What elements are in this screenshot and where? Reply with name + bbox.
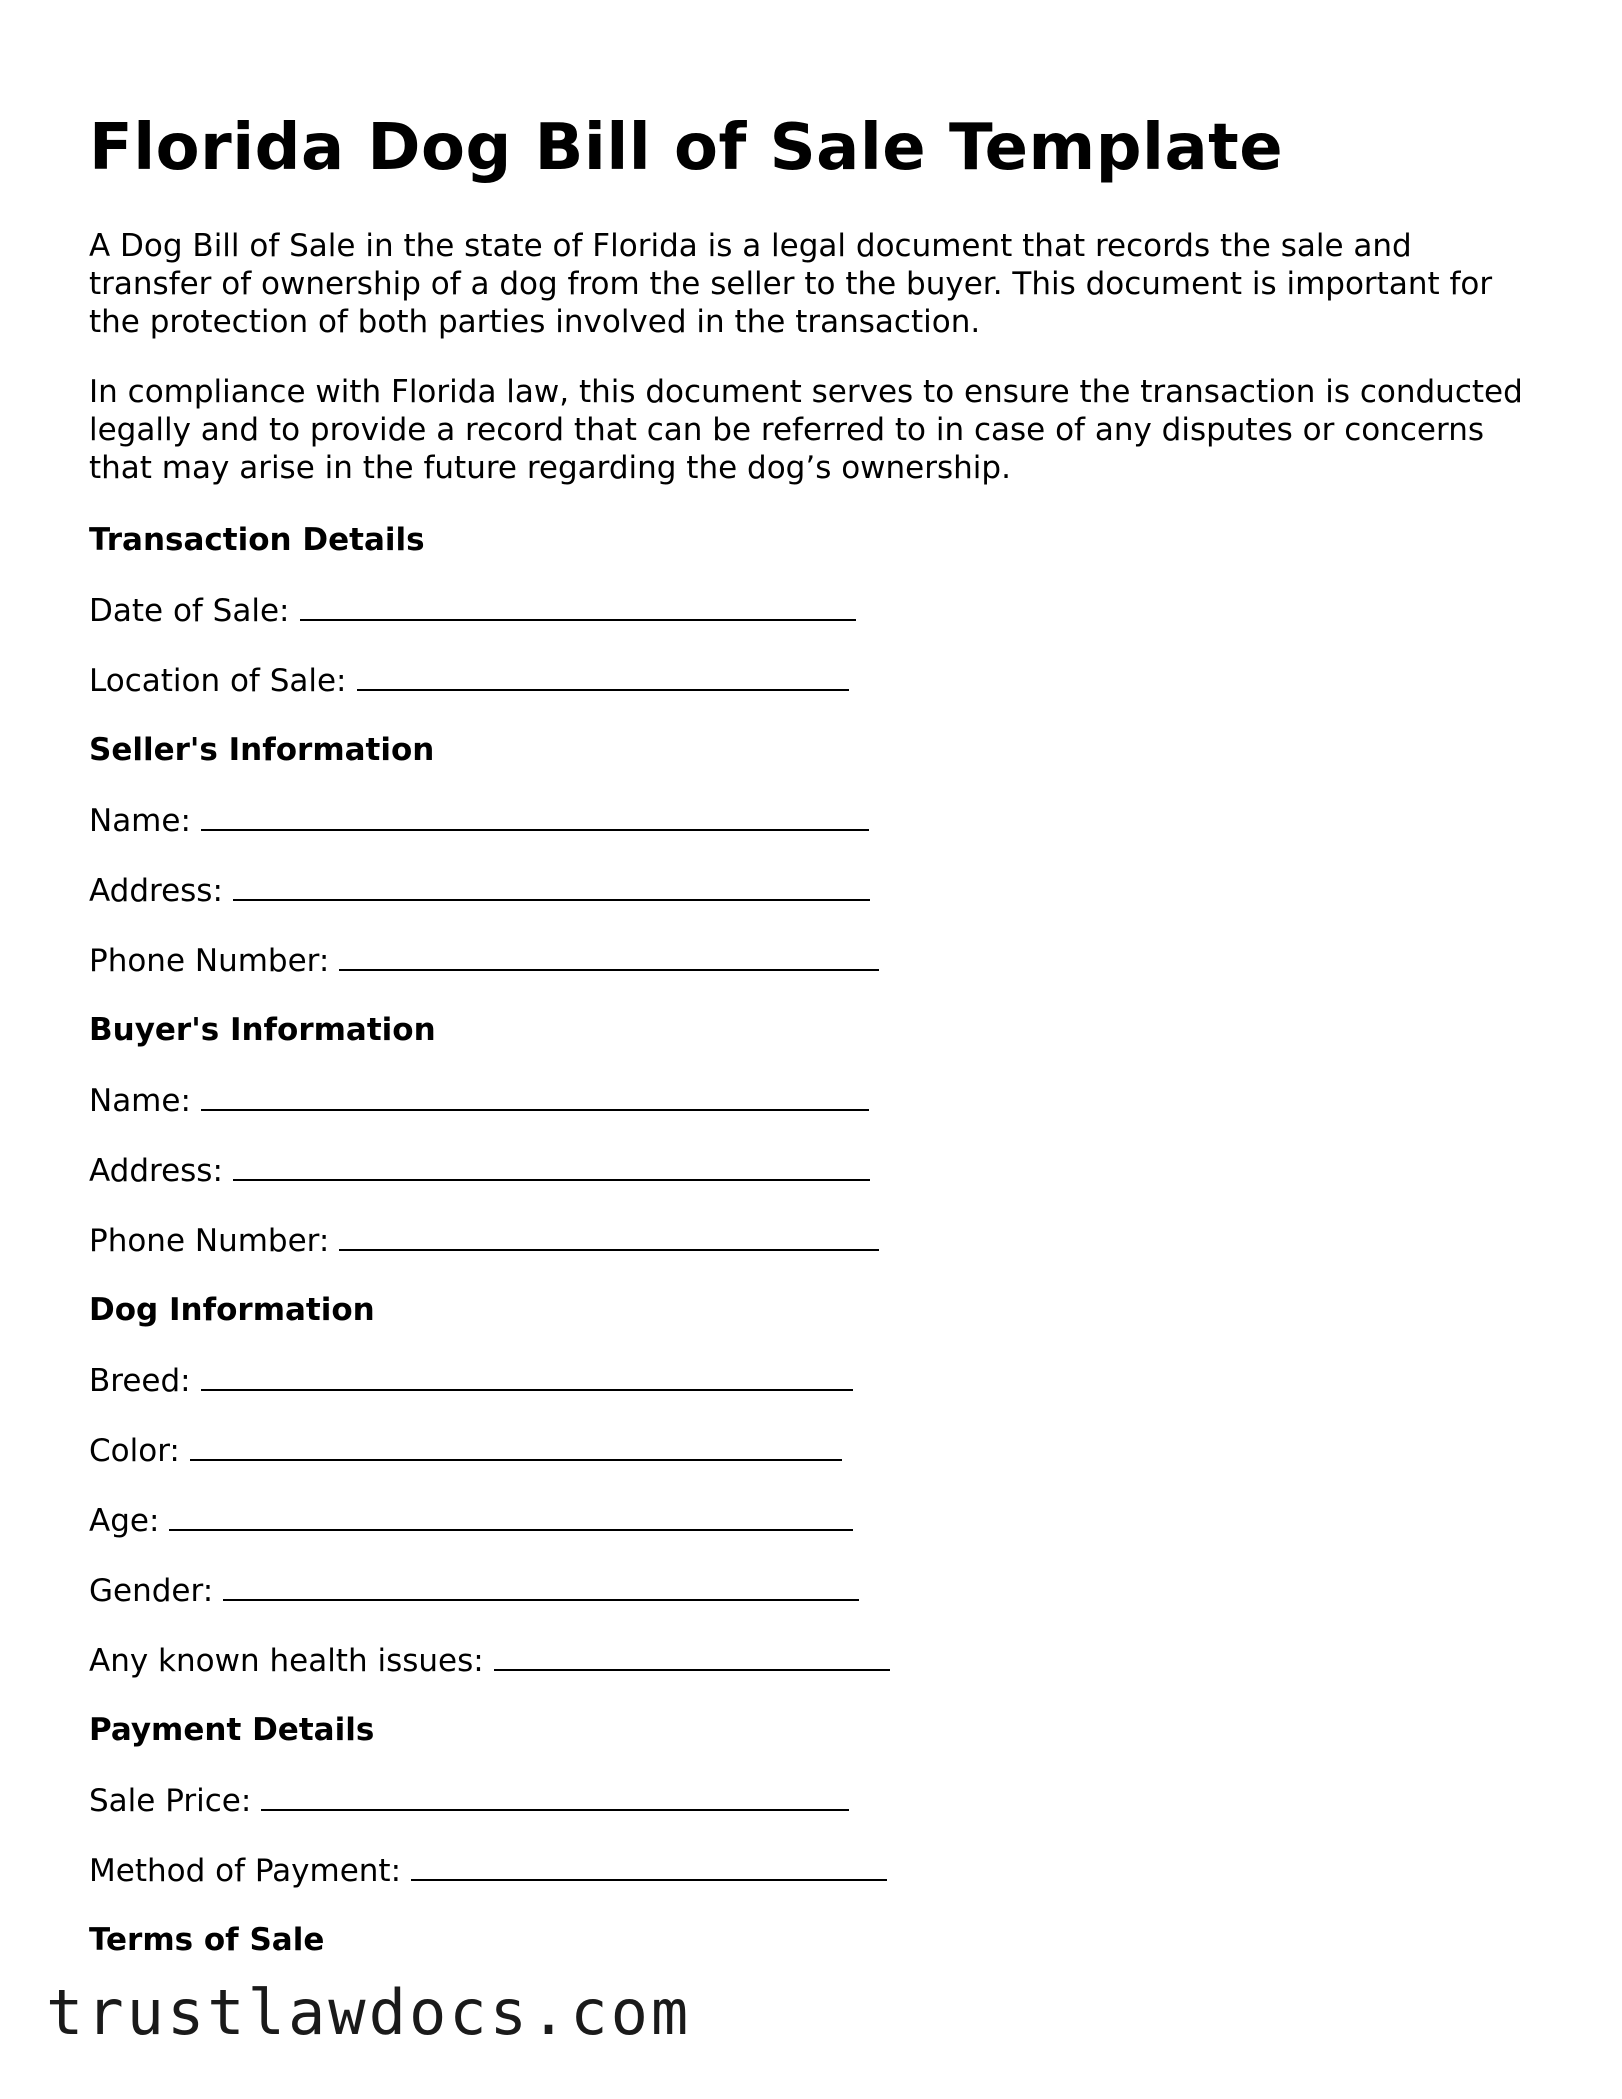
field-sale-price — [89, 1779, 1539, 1821]
buyer-phone-blank[interactable] — [339, 1219, 879, 1251]
buyer-address-blank[interactable] — [233, 1149, 870, 1181]
site-watermark: trustlawdocs.com — [46, 1976, 692, 2049]
field-buyer-name — [89, 1079, 1539, 1121]
field-label: Age: — [89, 1502, 160, 1539]
section-title-buyer: Buyer's Information — [89, 1011, 436, 1048]
color-blank[interactable] — [190, 1429, 842, 1461]
field-label: Phone Number: — [89, 942, 330, 979]
field-gender — [89, 1569, 1539, 1611]
field-label: Breed: — [89, 1362, 191, 1399]
seller-name-blank[interactable] — [201, 799, 869, 831]
field-seller-name — [89, 799, 1539, 841]
field-seller-address — [89, 869, 1539, 911]
date-of-sale-blank[interactable] — [300, 589, 856, 621]
field-label: Gender: — [89, 1572, 214, 1609]
field-label: Name: — [89, 802, 191, 839]
section-title-payment: Payment Details — [89, 1711, 375, 1748]
seller-address-blank[interactable] — [233, 869, 870, 901]
field-health-issues — [89, 1639, 1539, 1681]
field-age — [89, 1499, 1539, 1541]
section-title-seller: Seller's Information — [89, 731, 435, 768]
field-label: Address: — [89, 1152, 223, 1189]
field-label: Date of Sale: — [89, 592, 290, 629]
field-seller-phone — [89, 939, 1539, 981]
field-buyer-address — [89, 1149, 1539, 1191]
field-label: Address: — [89, 872, 223, 909]
section-title-dog: Dog Information — [89, 1291, 375, 1328]
field-label: Sale Price: — [89, 1782, 252, 1819]
gender-blank[interactable] — [223, 1569, 859, 1601]
age-blank[interactable] — [169, 1499, 853, 1531]
field-date-of-sale — [89, 589, 1539, 631]
field-label: Method of Payment: — [89, 1852, 402, 1889]
field-buyer-phone — [89, 1219, 1539, 1261]
sale-price-blank[interactable] — [261, 1779, 849, 1811]
field-color — [89, 1429, 1539, 1471]
field-breed — [89, 1359, 1539, 1401]
field-payment-method — [89, 1849, 1539, 1891]
page-title: Florida Dog Bill of Sale Template — [89, 111, 1284, 185]
location-of-sale-blank[interactable] — [357, 659, 849, 691]
breed-blank[interactable] — [201, 1359, 853, 1391]
document-page — [89, 110, 1539, 1989]
field-location-of-sale — [89, 659, 1539, 701]
intro-paragraph-2: In compliance with Florida law, this document serves to ensure the transaction is conducted legally and to provide a record that can be referred to in case of any disputes or concerns that may arise in the future regarding the dog’s ownership. — [89, 373, 1523, 486]
field-label: Location of Sale: — [89, 662, 347, 699]
intro-paragraph-1: A Dog Bill of Sale in the state of Florida is a legal document that records the sale and transfer of ownership of a dog from the seller to the buyer. This document is important for the protection of both parties involved in the transaction. — [89, 227, 1493, 340]
buyer-name-blank[interactable] — [201, 1079, 869, 1111]
field-label: Phone Number: — [89, 1222, 330, 1259]
field-label: Any known health issues: — [89, 1642, 484, 1679]
health-issues-blank[interactable] — [494, 1639, 890, 1671]
payment-method-blank[interactable] — [411, 1849, 887, 1881]
field-label: Color: — [89, 1432, 180, 1469]
field-label: Name: — [89, 1082, 191, 1119]
section-title-terms: Terms of Sale — [89, 1921, 325, 1958]
seller-phone-blank[interactable] — [339, 939, 879, 971]
section-title-transaction: Transaction Details — [89, 521, 425, 558]
